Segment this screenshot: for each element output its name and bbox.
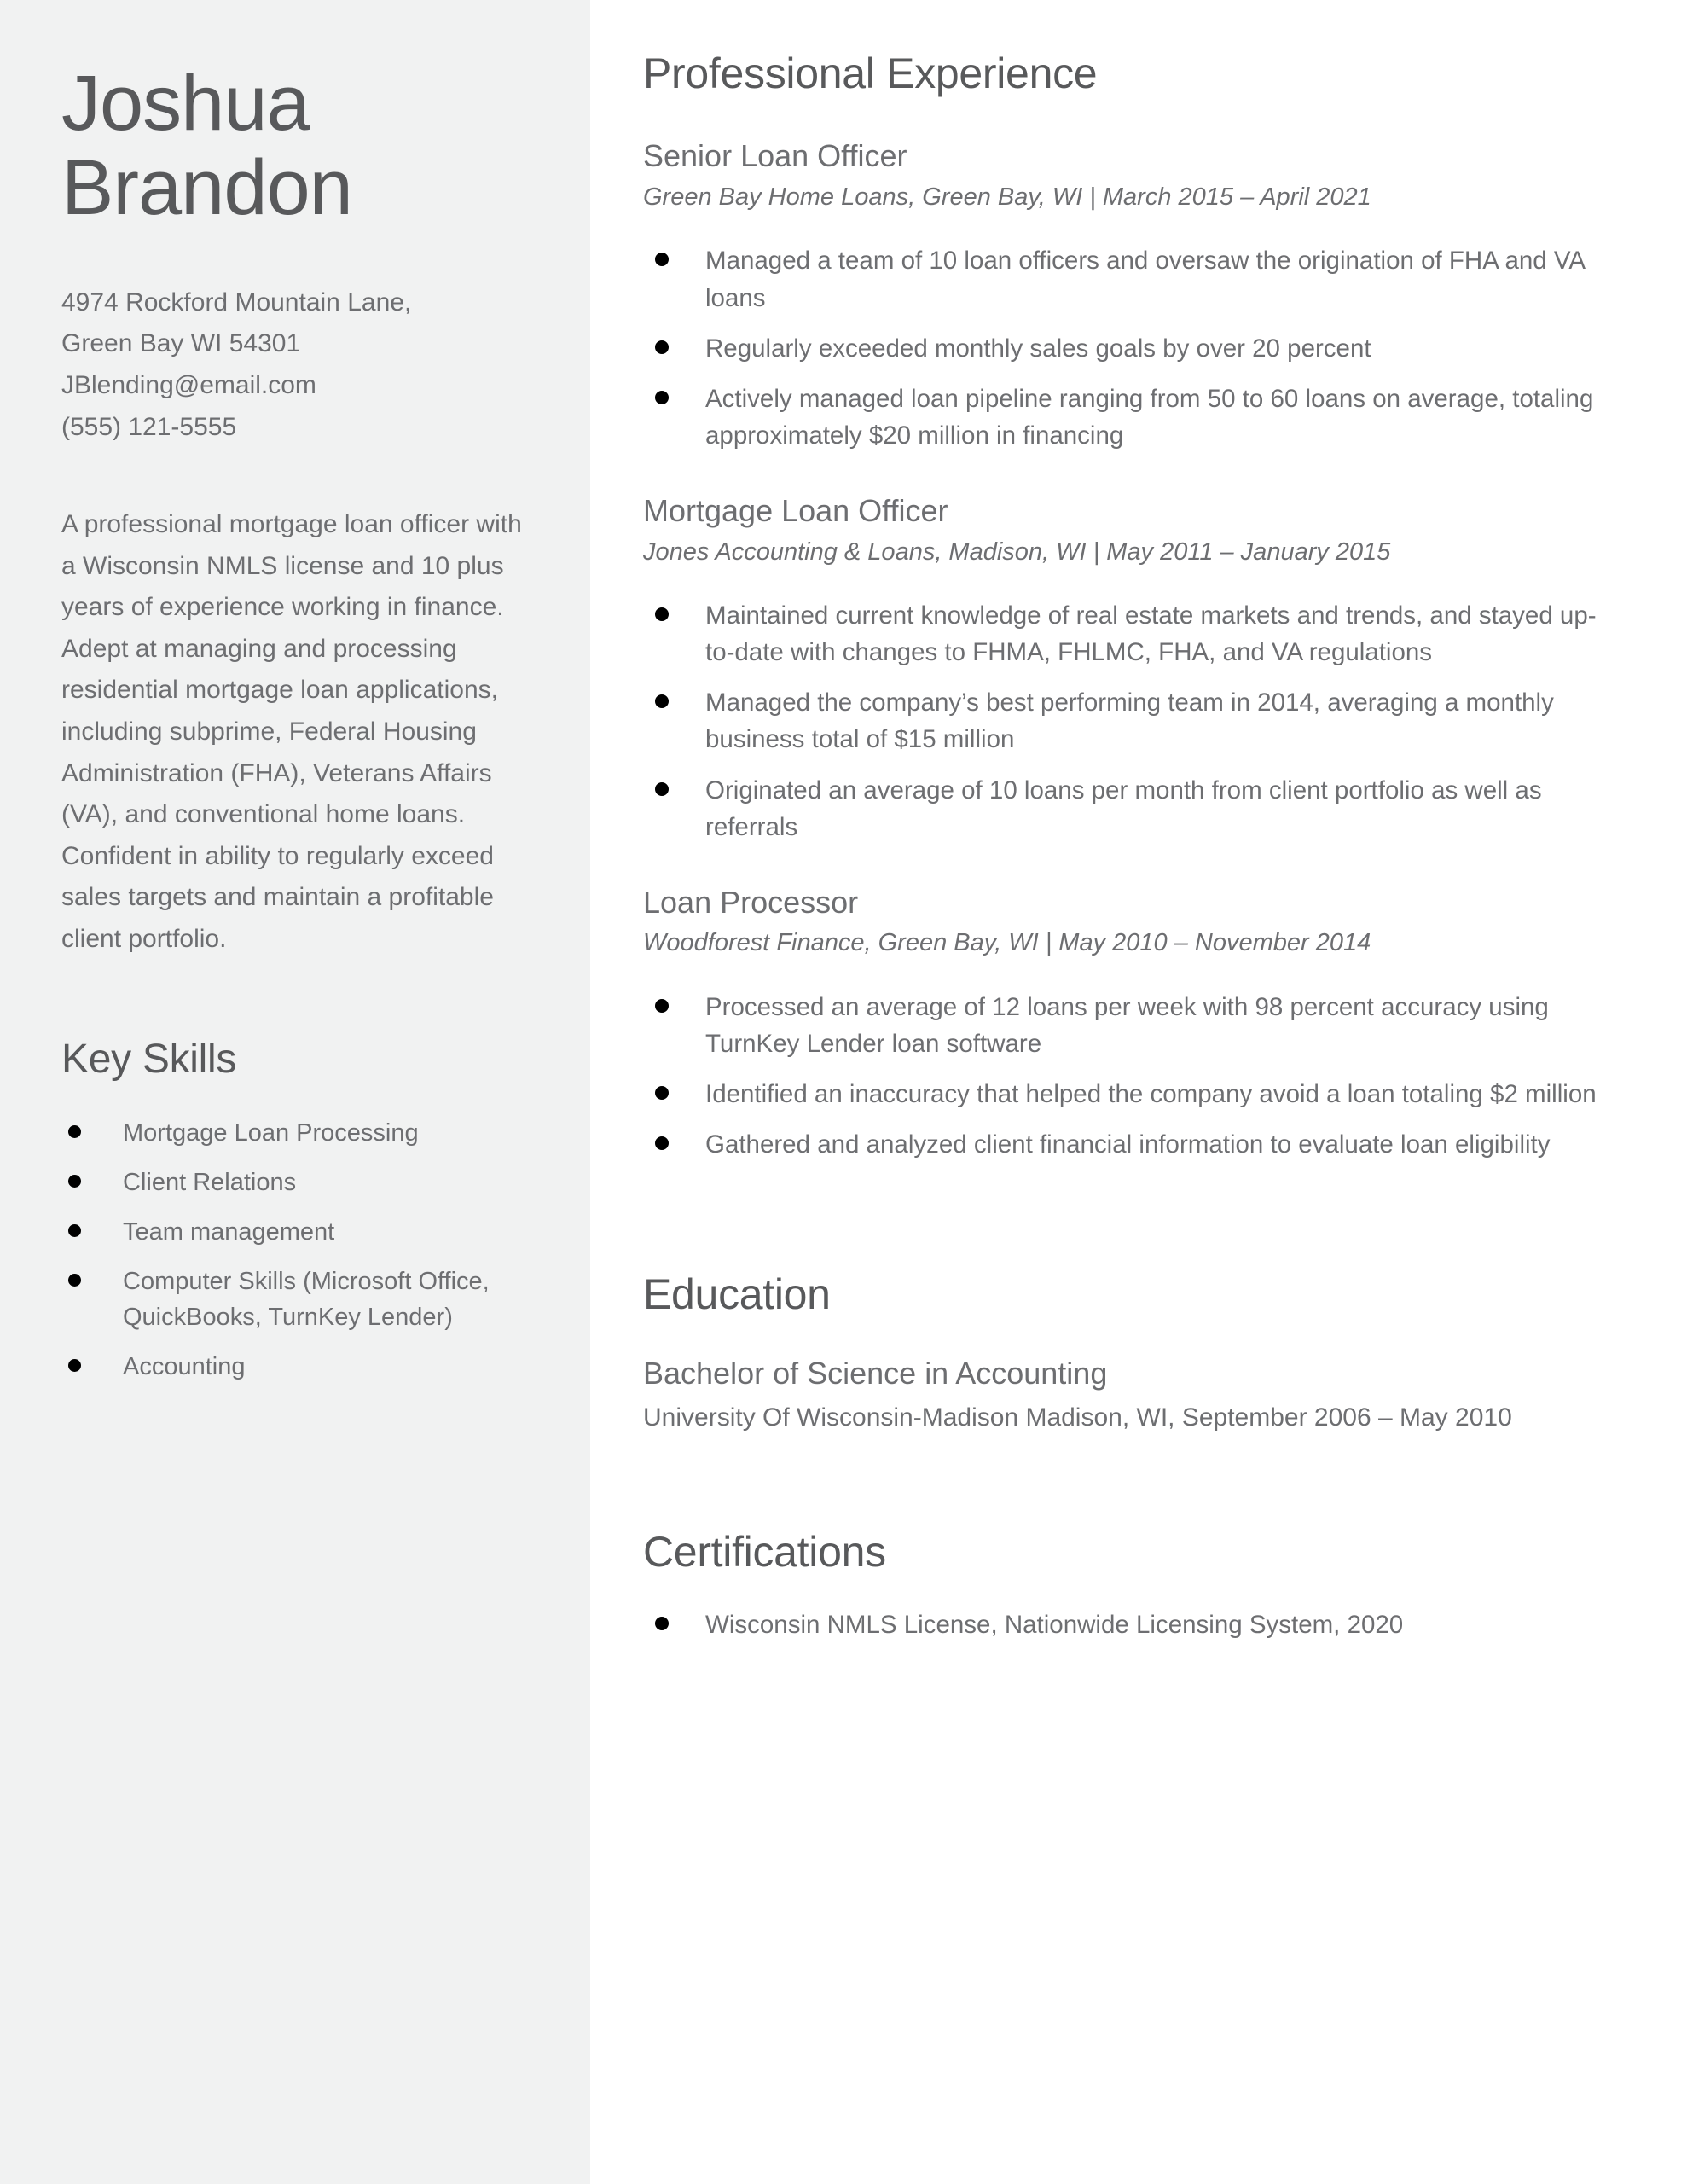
school-and-dates: University Of Wisconsin-Madison Madison, WI, September 2006 – May 2010	[643, 1403, 1512, 1432]
bullet-icon	[68, 1125, 81, 1138]
list-item	[643, 772, 1623, 845]
job-company-dates: Woodforest Finance, Green Bay, WI | May 2010 – November 2014	[643, 929, 1371, 957]
section-education	[643, 1269, 1623, 1434]
experience-entry	[643, 136, 1623, 454]
professional-summary: A professional mortgage loan officer with a Wisconsin NMLS license and 10 plus years of experience working in finance. Adept at managing and processing residential mortgage loan applications, including subprime, Federal Housing Administration (FHA), Veterans Affairs (VA), and conventional home loans. Confident in ability to regularly exceed sales targets and maintain a profitable client portfolio.	[61, 510, 522, 954]
certification-text: Wisconsin NMLS License, Nationwide Licensing System, 2020	[705, 1611, 1404, 1640]
list-item	[643, 989, 1623, 1062]
sidebar	[0, 0, 590, 2184]
bullet-text: Managed a team of 10 loan officers and oversaw the origination of FHA and VA loans	[705, 247, 1585, 312]
first-name: Joshua	[61, 60, 310, 147]
job-company-dates: Green Bay Home Loans, Green Bay, WI | March 2015 – April 2021	[643, 183, 1371, 211]
list-item	[643, 380, 1623, 454]
phone-number[interactable]: (555) 121-5555	[61, 412, 237, 441]
list-item	[643, 597, 1623, 671]
bullet-text: Identified an inaccuracy that helped the company avoid a loan totaling $2 million	[705, 1080, 1597, 1109]
skill-label: Computer Skills (Microsoft Office, QuickBooks, TurnKey Lender)	[123, 1267, 490, 1331]
experience-entry	[643, 491, 1623, 845]
job-bullets	[643, 597, 1623, 845]
contact-block	[61, 282, 529, 448]
bullet-text: Maintained current knowledge of real estate markets and trends, and stayed up-to-date with changes to FHMA, FHLMC, FHA, and VA regulations	[705, 601, 1597, 667]
experience-entry	[643, 883, 1623, 1164]
bullet-icon	[68, 1359, 81, 1372]
bullet-icon	[655, 1617, 669, 1630]
education-entry	[643, 1354, 1623, 1434]
list-item	[643, 1076, 1623, 1112]
bullet-text: Processed an average of 12 loans per week with 98 percent accuracy using TurnKey Lender loan software	[705, 993, 1549, 1059]
bullet-icon	[655, 253, 669, 266]
list-item	[643, 242, 1623, 316]
skill-label: Client Relations	[123, 1168, 297, 1196]
skill-label: Mortgage Loan Processing	[123, 1118, 419, 1147]
bullet-icon	[655, 607, 669, 621]
email-address[interactable]: JBlending@email.com	[61, 370, 316, 399]
bullet-icon	[68, 1175, 81, 1188]
section-certifications	[643, 1526, 1623, 1643]
bullet-icon	[655, 1086, 669, 1100]
list-item	[61, 1165, 529, 1200]
job-bullets	[643, 242, 1623, 453]
list-item	[61, 1115, 529, 1151]
last-name: Brandon	[61, 144, 352, 232]
bullet-icon	[655, 340, 669, 354]
skill-label: Accounting	[123, 1352, 246, 1380]
certifications-list	[643, 1606, 1623, 1643]
list-item	[61, 1349, 529, 1385]
job-title: Loan Processor	[643, 884, 859, 920]
key-skills-list	[61, 1115, 529, 1385]
bullet-icon	[655, 999, 669, 1013]
spacer	[643, 1434, 1623, 1526]
list-item	[643, 330, 1623, 367]
professional-experience-heading: Professional Experience	[643, 49, 1098, 97]
education-heading: Education	[643, 1270, 831, 1319]
bullet-icon	[655, 782, 669, 796]
main-content	[590, 0, 1687, 2184]
list-item	[643, 1126, 1623, 1163]
address-line-1: 4974 Rockford Mountain Lane,	[61, 288, 412, 317]
address-line-2: Green Bay WI 54301	[61, 329, 301, 358]
job-bullets	[643, 989, 1623, 1163]
job-company-dates: Jones Accounting & Loans, Madison, WI | May 2011 – January 2015	[643, 537, 1391, 566]
certifications-heading: Certifications	[643, 1528, 886, 1577]
key-skills-heading: Key Skills	[61, 1036, 237, 1082]
bullet-icon	[68, 1224, 81, 1237]
bullet-text: Actively managed loan pipeline ranging from 50 to 60 loans on average, totaling approximately $20 million in financing	[705, 384, 1594, 450]
job-title: Mortgage Loan Officer	[643, 492, 948, 528]
bullet-icon	[68, 1274, 81, 1287]
degree-title: Bachelor of Science in Accounting	[643, 1356, 1108, 1391]
bullet-icon	[655, 694, 669, 708]
bullet-text: Gathered and analyzed client financial information to evaluate loan eligibility	[705, 1130, 1551, 1159]
list-item	[643, 1606, 1623, 1643]
section-professional-experience	[643, 48, 1623, 1163]
job-title: Senior Loan Officer	[643, 138, 907, 173]
bullet-icon	[655, 391, 669, 404]
candidate-name	[61, 61, 529, 231]
bullet-icon	[655, 1136, 669, 1150]
list-item	[643, 684, 1623, 758]
spacer	[643, 1176, 1623, 1269]
list-item	[61, 1263, 529, 1335]
list-item	[61, 1214, 529, 1250]
bullet-text: Regularly exceeded monthly sales goals by over 20 percent	[705, 334, 1371, 363]
bullet-text: Originated an average of 10 loans per month from client portfolio as well as referrals	[705, 775, 1542, 841]
skill-label: Team management	[123, 1217, 335, 1246]
bullet-text: Managed the company’s best performing team in 2014, averaging a monthly business total of $15 million	[705, 688, 1554, 754]
